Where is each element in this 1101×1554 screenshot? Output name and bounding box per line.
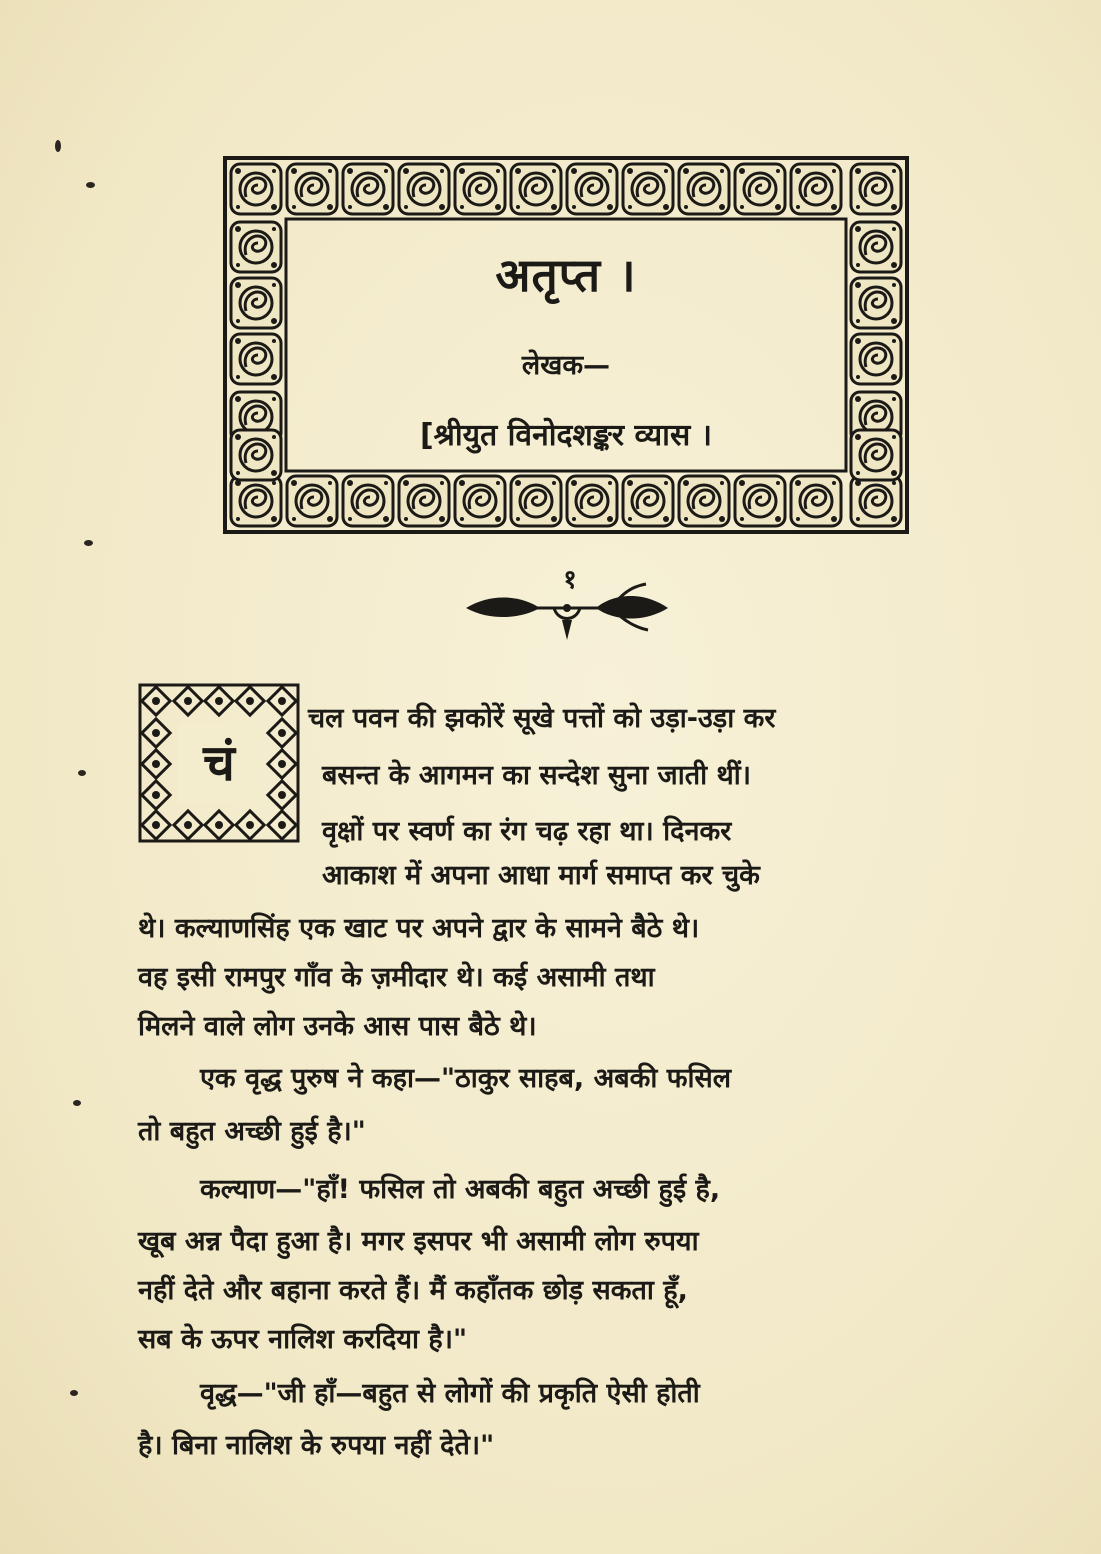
text-line: बसन्त के आगमन का सन्देश सुना जाती थीं। [322, 760, 751, 791]
text-line: वृक्षों पर स्वर्ण का रंग चढ़ रहा था। दिनकर [322, 816, 732, 847]
story-title: अतृप्त । [495, 248, 637, 302]
flourish-icon [462, 578, 672, 650]
text-line: खूब अन्न पैदा हुआ है। मगर इसपर भी असामी लोग रुपया [138, 1226, 699, 1257]
text-line: नहीं देते और बहाना करते हैं। मैं कहाँतक छोड़ सकता हूँ, [138, 1275, 688, 1306]
text-line: वह इसी रामपुर गाँव के ज़मीदार थे। कई असामी तथा [138, 962, 655, 993]
margin-speck [84, 540, 93, 546]
text-line: आकाश में अपना आधा मार्ग समाप्त कर चुके [322, 860, 760, 891]
text-line: एक वृद्ध पुरुष ने कहा—"ठाकुर साहब, अबकी फसिल [200, 1063, 732, 1094]
chapter-number: १ [563, 565, 577, 595]
drop-cap-letter: चं [178, 723, 260, 803]
author-label: लेखक— [521, 350, 611, 381]
author-name: [श्रीयुत विनोदशङ्कर व्यास । [419, 418, 713, 453]
text-line: सब के ऊपर नालिश करदिया है।" [138, 1324, 468, 1355]
text-line: कल्याण—"हाँ! फसिल तो अबकी बहुत अच्छी हुई है, [200, 1174, 721, 1205]
text-line: थे। कल्याणसिंह एक खाट पर अपने द्वार के सामने बैठे थे। [138, 913, 700, 944]
title-frame [222, 155, 910, 535]
margin-speck [86, 182, 95, 188]
text-line: चल पवन की झकोरें सूखे पत्तों को उड़ा-उड़ा कर [308, 703, 776, 734]
margin-speck [78, 770, 86, 776]
text-line: तो बहुत अच्छी हुई है।" [138, 1116, 366, 1147]
text-line: वृद्ध—"जी हाँ—बहुत से लोगों की प्रकृति ऐसी होती [200, 1378, 700, 1409]
text-line: मिलने वाले लोग उनके आस पास बैठे थे। [138, 1011, 537, 1042]
margin-speck [73, 1100, 81, 1106]
margin-speck [55, 140, 61, 152]
margin-speck [70, 1390, 78, 1396]
text-line: है। बिना नालिश के रुपया नहीं देते।" [138, 1430, 495, 1461]
drop-cap [138, 683, 300, 843]
